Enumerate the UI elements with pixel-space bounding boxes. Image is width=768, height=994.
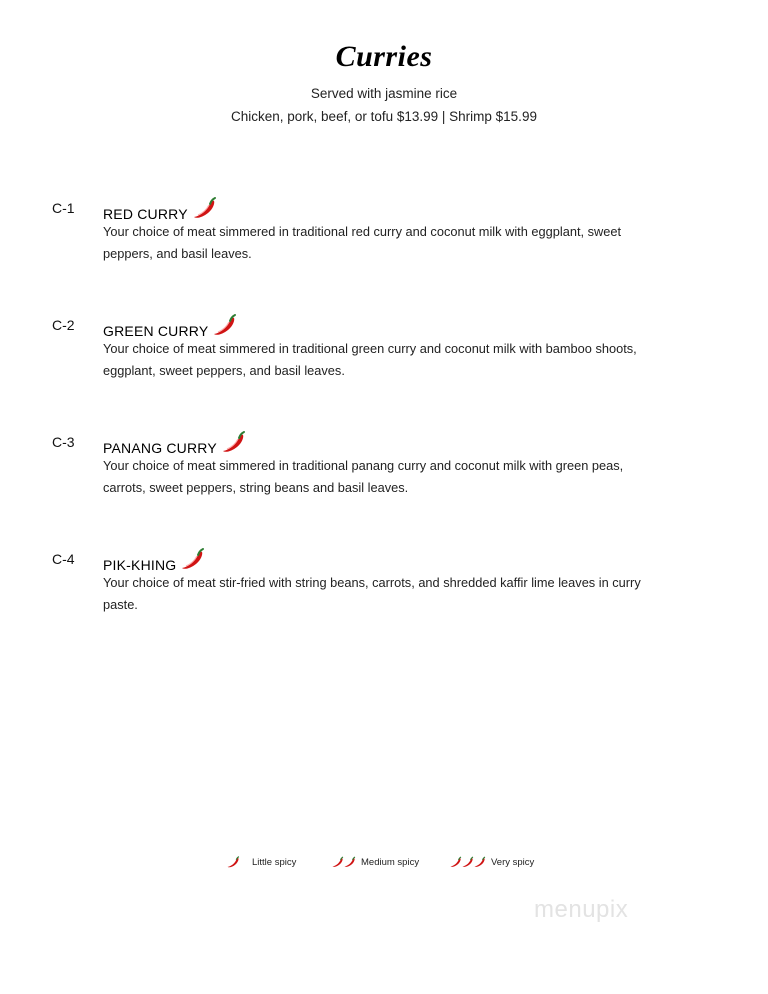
item-name: GREEN CURRY [103, 323, 209, 339]
chili-pepper-icon [191, 196, 217, 220]
legend-little-spicy [226, 851, 296, 873]
chili-pepper-icon [211, 313, 237, 337]
item-code: C-4 [52, 551, 75, 567]
legend-label: Medium spicy [361, 856, 420, 868]
legend-label: Little spicy [252, 856, 297, 868]
chili-pepper-icon [331, 855, 357, 869]
chili-pepper-icon [449, 855, 487, 869]
item-code: C-1 [52, 200, 75, 216]
served-with-note: Served with jasmine rice [310, 86, 458, 101]
legend-medium-spicy [331, 851, 419, 873]
chili-pepper-icon [179, 547, 205, 571]
legend-label: Very spicy [491, 856, 535, 868]
chili-pepper-icon [226, 855, 240, 869]
item-name: RED CURRY [103, 206, 188, 222]
item-code: C-2 [52, 317, 75, 333]
item-description: Your choice of meat simmered in traditional panang curry and coconut milk with green peas, carrots, sweet peppers, string beans and basil leaves. [103, 458, 624, 495]
chili-pepper-icon [220, 430, 246, 454]
item-description: Your choice of meat stir-fried with string beans, carrots, and shredded kaffir lime leaves in curry paste. [103, 575, 641, 612]
pricing-note: Chicken, pork, beef, or tofu $13.99 | Shrimp $15.99 [231, 109, 537, 124]
spice-legend [0, 851, 768, 875]
menupix-watermark: menupix [534, 896, 629, 923]
item-code: C-3 [52, 434, 75, 450]
item-description: Your choice of meat simmered in traditional red curry and coconut milk with eggplant, sweet peppers, and basil leaves. [103, 224, 622, 261]
item-description: Your choice of meat simmered in traditional green curry and coconut milk with bamboo shoots, eggplant, sweet peppers, and basil leaves. [103, 341, 637, 378]
legend-very-spicy [449, 851, 534, 873]
item-name: PIK-KHING [103, 557, 177, 573]
item-name: PANANG CURRY [103, 440, 217, 456]
page-title: Curries [335, 40, 433, 73]
